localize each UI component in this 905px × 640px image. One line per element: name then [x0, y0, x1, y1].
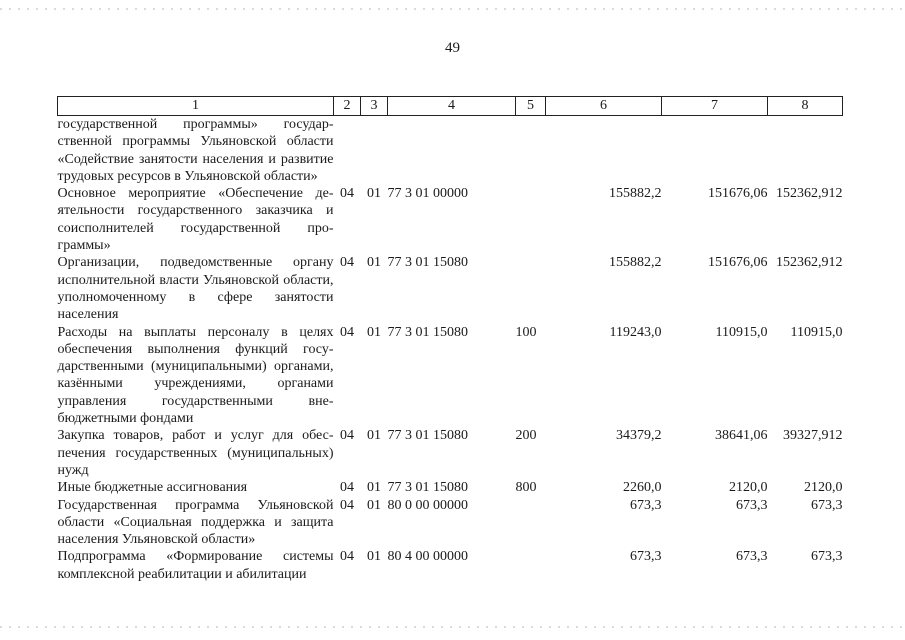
scan-artifact-top — [0, 8, 905, 10]
row-col-8 — [768, 116, 843, 186]
row-col-5 — [516, 548, 546, 583]
row-col-5 — [516, 116, 546, 186]
row-col-5 — [516, 185, 546, 254]
row-col-2: 04 — [340, 255, 354, 271]
row-col-8: 673,3 — [811, 549, 843, 565]
row-description: Организации, подведомственные органу исполнительной власти Ульяновской области, уполномоченному в сфере занятости населения — [57, 255, 334, 323]
row-col-7: 110915,0 — [715, 324, 768, 340]
table-row — [58, 116, 843, 186]
row-col-8: 152362,912 — [776, 186, 843, 202]
header-col-8: 8 — [768, 97, 843, 116]
row-col-5: 100 — [515, 324, 537, 340]
row-description: Подпрограмма «Формирование системы комплексной реабилитации и абилитации — [57, 549, 334, 582]
row-col-2: 04 — [340, 497, 354, 513]
row-description: государственной программы» государственной программы Ульяновской области «Содействие занятости населения и развитие трудовых ресурсов в Ульяновской области» — [57, 117, 334, 184]
row-col-6: 2260,0 — [623, 480, 662, 496]
row-col-3: 01 — [367, 428, 381, 444]
scan-artifact-bottom — [0, 626, 905, 628]
row-col-2: 04 — [340, 480, 354, 496]
row-col-7: 673,3 — [736, 497, 768, 513]
row-col-8: 2120,0 — [804, 480, 843, 496]
header-col-6: 6 — [546, 97, 662, 116]
row-col-2: 04 — [340, 186, 354, 202]
row-col-3: 01 — [367, 549, 381, 565]
row-col-4: 77 3 01 00000 — [387, 186, 468, 202]
table-row — [58, 324, 843, 428]
table-row — [58, 254, 843, 323]
row-col-4: 77 3 01 15080 — [387, 428, 468, 444]
table-body — [58, 116, 843, 584]
header-col-2: 2 — [334, 97, 361, 116]
header-row — [58, 97, 843, 116]
row-col-2: 04 — [340, 428, 354, 444]
row-col-3: 01 — [367, 324, 381, 340]
row-col-5 — [516, 497, 546, 549]
row-col-6: 673,3 — [630, 497, 662, 513]
table-row — [58, 497, 843, 549]
row-col-6: 155882,2 — [609, 255, 662, 271]
table-row — [58, 185, 843, 254]
row-col-4: 77 3 01 15080 — [387, 324, 468, 340]
row-col-3 — [361, 116, 388, 186]
row-col-6: 155882,2 — [609, 186, 662, 202]
row-col-6: 119243,0 — [609, 324, 662, 340]
row-col-7: 2120,0 — [729, 480, 768, 496]
row-col-4: 77 3 01 15080 — [387, 480, 468, 496]
table-row — [58, 548, 843, 583]
row-col-2 — [334, 116, 361, 186]
row-col-7: 38641,06 — [715, 428, 768, 444]
row-col-5: 800 — [515, 480, 537, 496]
row-col-7: 673,3 — [736, 549, 768, 565]
header-col-5: 5 — [516, 97, 546, 116]
row-col-7 — [662, 116, 768, 186]
row-col-3: 01 — [367, 255, 381, 271]
row-col-7: 151676,06 — [708, 255, 768, 271]
row-col-6: 34379,2 — [616, 428, 662, 444]
header-col-7: 7 — [662, 97, 768, 116]
row-col-8: 110915,0 — [790, 324, 843, 340]
row-col-7: 151676,06 — [708, 186, 768, 202]
row-description: Расходы на выплаты персоналу в целях обеспечения выполнения функций государственными (муниципальными) органами, казёнными учреждениями, органами управления государственными внебюджетными фондами — [57, 324, 334, 427]
row-description: Основное мероприятие «Обеспечение деятельности государственного заказчика и соисполнителей государственной программы» — [57, 186, 334, 254]
row-col-6 — [546, 116, 662, 186]
row-col-3: 01 — [367, 480, 381, 496]
row-col-3: 01 — [367, 186, 381, 202]
row-col-4: 80 4 00 00000 — [387, 549, 468, 565]
header-col-3: 3 — [361, 97, 388, 116]
row-col-8: 673,3 — [811, 497, 843, 513]
row-col-8: 39327,912 — [783, 428, 843, 444]
row-col-2: 04 — [340, 549, 354, 565]
row-col-4 — [388, 116, 516, 186]
row-description: Государственная программа Ульяновской области «Социальная поддержка и защита населения Ульяновской области» — [57, 497, 334, 548]
row-description: Закупка товаров, работ и услуг для обеспечения государственных (муниципальных) нужд — [57, 428, 334, 478]
table-header — [58, 97, 843, 116]
row-col-3: 01 — [367, 497, 381, 513]
row-col-4: 77 3 01 15080 — [387, 255, 468, 271]
row-col-8: 152362,912 — [776, 255, 843, 271]
row-col-5: 200 — [515, 428, 537, 444]
row-col-2: 04 — [340, 324, 354, 340]
page-number: 49 — [445, 40, 460, 56]
header-col-4: 4 — [388, 97, 516, 116]
header-col-1: 1 — [58, 97, 334, 116]
row-col-4: 80 0 00 00000 — [387, 497, 468, 513]
table-row — [58, 427, 843, 479]
row-col-6: 673,3 — [630, 549, 662, 565]
row-col-5 — [516, 254, 546, 323]
budget-table — [57, 96, 843, 583]
table-row — [58, 479, 843, 496]
row-description: Иные бюджетные ассигнования — [57, 480, 248, 496]
